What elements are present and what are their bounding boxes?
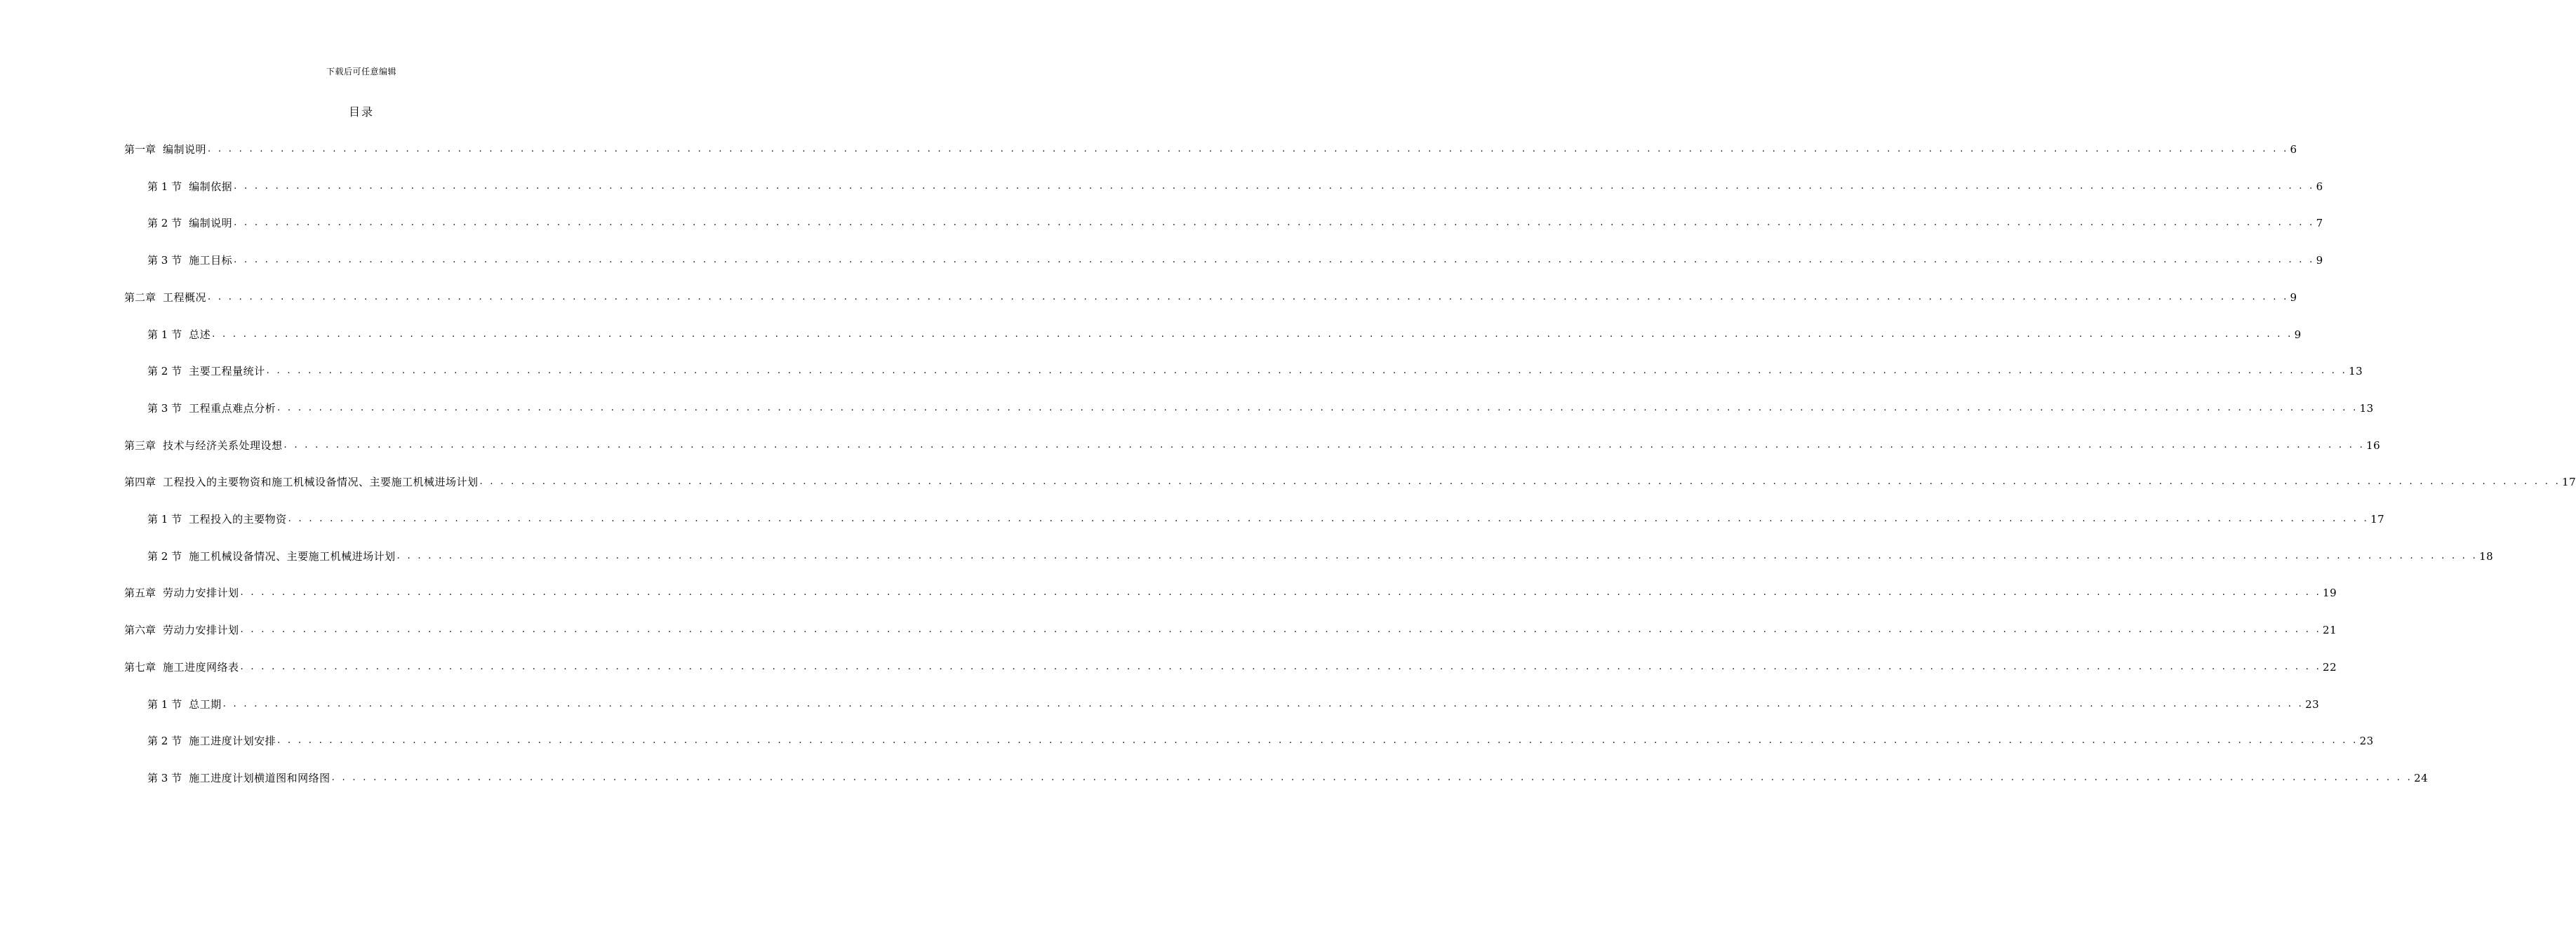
toc-entry-page-number: 16 [2366, 439, 2381, 452]
toc-entry-number: 第 1 节 [147, 513, 182, 526]
toc-dot-leader: . . . . . . . . . . . . . . . . . . . . . . . . . . . . . . . . . . . . . . . . . . . . . . . . . . . . . . . . . . . . . . . . . . . . . . . . . . . . . . . . . . . . . . . . . . . . . . . . . . . . . . . . . . . . . . . . . . . . . . . . . . . . . . . . . . . . . . . . . . . . . . . . . . . . . . . . . . . . . . . . . . . . . . . . . . . . . . . . . . . . . . . . . . . . . . . . . . . . . . . . [277, 402, 2358, 413]
toc-entry[interactable] [147, 178, 2323, 196]
toc-entry[interactable] [124, 584, 2337, 602]
toc-entry-number: 第 3 节 [147, 401, 182, 415]
toc-dot-leader: . . . . . . . . . . . . . . . . . . . . . . . . . . . . . . . . . . . . . . . . . . . . . . . . . . . . . . . . . . . . . . . . . . . . . . . . . . . . . . . . . . . . . . . . . . . . . . . . . . . . . . . . . . . . . . . . . . . . . . . . . . . . . . . . . . . . . . . . . . . . . . . . . . . . . . . . . . . . . . . . . . . . . . . . . . . . . . . . . . . . . . . . . . . . . . . . . . . . . . . . [234, 180, 2315, 192]
toc-entry-label [147, 769, 331, 787]
toc-entry-number: 第 3 节 [147, 254, 182, 267]
toc-entry-label [147, 695, 222, 714]
toc-dot-leader: . . . . . . . . . . . . . . . . . . . . . . . . . . . . . . . . . . . . . . . . . . . . . . . . . . . . . . . . . . . . . . . . . . . . . . . . . . . . . . . . . . . . . . . . . . . . . . . . . . . . . . . . . . . . . . . . . . . . . . . . . . . . . . . . . . . . . . . . . . . . . . . . . . . . . . . . . . . . . . . . . . . . . . . . . . . . . . . . . . . . . . . . . . . . . . . . . . . . . . . . [234, 218, 2315, 229]
toc-entry-title: 工程投入的主要物资和施工机械设备情况、主要施工机械进场计划 [163, 476, 479, 489]
toc-entry-title: 施工进度计划安排 [189, 735, 276, 748]
toc-dot-leader: . . . . . . . . . . . . . . . . . . . . . . . . . . . . . . . . . . . . . . . . . . . . . . . . . . . . . . . . . . . . . . . . . . . . . . . . . . . . . . . . . . . . . . . . . . . . . . . . . . . . . . . . . . . . . . . . . . . . . . . . . . . . . . . . . . . . . . . . . . . . . . . . . . . . . . . . . . . . . . . . . . . . . . . . . . . . . . . . . . . . . . . . . . . . . . . . . . . . . . . . [240, 587, 2322, 598]
toc-entry-page-number: 13 [2359, 401, 2374, 415]
toc-entry-number: 第四章 [124, 476, 156, 489]
toc-entry-label [124, 288, 206, 307]
toc-entry-number: 第 1 节 [147, 697, 182, 711]
toc-title: 目录 [348, 105, 374, 119]
toc-entry[interactable] [147, 362, 2363, 380]
toc-entry-number: 第 3 节 [147, 771, 182, 784]
toc-entry-number: 第七章 [124, 660, 156, 674]
toc-entry-number: 第 2 节 [147, 735, 182, 748]
toc-entry-page-number: 9 [2316, 254, 2323, 267]
toc-entry[interactable] [147, 695, 2320, 714]
toc-dot-leader: . . . . . . . . . . . . . . . . . . . . . . . . . . . . . . . . . . . . . . . . . . . . . . . . . . . . . . . . . . . . . . . . . . . . . . . . . . . . . . . . . . . . . . . . . . . . . . . . . . . . . . . . . . . . . . . . . . . . . . . . . . . . . . . . . . . . . . . . . . . . . . . . . . . . . . . . . . . . . . . . . . . . . . . . . . . . . . . . . . . . . . . . . . . . . . . . . . . . . . . . [240, 624, 2322, 636]
toc-dot-leader: . . . . . . . . . . . . . . . . . . . . . . . . . . . . . . . . . . . . . . . . . . . . . . . . . . . . . . . . . . . . . . . . . . . . . . . . . . . . . . . . . . . . . . . . . . . . . . . . . . . . . . . . . . . . . . . . . . . . . . . . . . . . . . . . . . . . . . . . . . . . . . . . . . . . . . . . . . . . . . . . . . . . . . . . . . . . . . . . . . . . . . . . . . . . . . . . . . . . . . . . [288, 514, 2370, 524]
toc-entry-title: 总述 [189, 328, 211, 341]
toc-entry-title: 工程投入的主要物资 [189, 513, 287, 526]
toc-entry-label [147, 251, 232, 269]
toc-entry-page-number: 13 [2349, 365, 2363, 378]
toc-entry-label [147, 362, 265, 380]
toc-entry-label [124, 140, 206, 159]
toc-entry-label [147, 214, 232, 232]
toc-entry-page-number: 22 [2323, 660, 2337, 674]
header-note: 下载后可任意编辑 [326, 67, 396, 76]
toc-entry-number: 第 1 节 [147, 328, 182, 341]
toc-entry-page-number: 9 [2294, 328, 2302, 341]
toc-entry-page-number: 21 [2323, 624, 2337, 637]
toc-entry-title: 编制依据 [189, 180, 233, 193]
toc-entry[interactable] [147, 399, 2374, 417]
toc-entry-number: 第 2 节 [147, 549, 182, 563]
toc-entry-title: 施工目标 [189, 254, 233, 267]
toc-entry-label [124, 473, 479, 491]
toc-entry-page-number: 23 [2359, 735, 2374, 748]
toc-dot-leader: . . . . . . . . . . . . . . . . . . . . . . . . . . . . . . . . . . . . . . . . . . . . . . . . . . . . . . . . . . . . . . . . . . . . . . . . . . . . . . . . . . . . . . . . . . . . . . . . . . . . . . . . . . . . . . . . . . . . . . . . . . . . . . . . . . . . . . . . . . . . . . . . . . . . . . . . . . . . . . . . . . . . . . . . . . . . . . . . . . . . . . . . . . . . . . . . . . . . . . . . [277, 735, 2358, 747]
toc-entry-number: 第一章 [124, 143, 156, 156]
toc-entry[interactable] [147, 510, 2385, 528]
toc-dot-leader: . . . . . . . . . . . . . . . . . . . . . . . . . . . . . . . . . . . . . . . . . . . . . . . . . . . . . . . . . . . . . . . . . . . . . . . . . . . . . . . . . . . . . . . . . . . . . . . . . . . . . . . . . . . . . . . . . . . . . . . . . . . . . . . . . . . . . . . . . . . . . . . . . . . . . . . . . . . . . . . . . . . . . . . . . . . . . . . . . . . . . . . . . . . . . . . . . . . . . . . . [208, 144, 2289, 154]
toc-entry-page-number: 9 [2290, 290, 2297, 304]
toc-entry[interactable] [124, 658, 2337, 676]
toc-entry-label [124, 621, 239, 639]
toc-dot-leader: . . . . . . . . . . . . . . . . . . . . . . . . . . . . . . . . . . . . . . . . . . . . . . . . . . . . . . . . . . . . . . . . . . . . . . . . . . . . . . . . . . . . . . . . . . . . . . . . . . . . . . . . . . . . . . . . . . . . . . . . . . . . . . . . . . . . . . . . . . . . . . . . . . . . . . . . . . . . . . . . . . . . . . . . . . . . . . . . . . . . . . . . . . . . . . . . . . . . . . . . [266, 366, 2348, 377]
toc-entry-title: 工程重点难点分析 [189, 401, 276, 415]
toc-entry-title: 主要工程量统计 [189, 365, 265, 378]
toc-entry[interactable] [124, 140, 2297, 159]
toc-entry-page-number: 24 [2414, 771, 2429, 784]
toc-entry-page-number: 17 [2562, 476, 2576, 489]
toc-entry[interactable] [124, 621, 2337, 639]
toc-entry-title: 工程概况 [163, 290, 207, 304]
toc-entry-title: 施工机械设备情况、主要施工机械进场计划 [189, 549, 396, 563]
toc-entry-title: 编制说明 [189, 217, 233, 230]
toc-entry-page-number: 7 [2316, 217, 2323, 230]
toc-entry-label [147, 178, 232, 196]
toc-entry-title: 劳动力安排计划 [163, 624, 239, 637]
toc-dot-leader: . . . . . . . . . . . . . . . . . . . . . . . . . . . . . . . . . . . . . . . . . . . . . . . . . . . . . . . . . . . . . . . . . . . . . . . . . . . . . . . . . . . . . . . . . . . . . . . . . . . . . . . . . . . . . . . . . . . . . . . . . . . . . . . . . . . . . . . . . . . . . . . . . . . . . . . . . . . . . . . . . . . . . . . . . . . . . . . . . . . . . . . . . . . . . . . . . . . . . . . . [212, 328, 2293, 340]
toc-entry-label [147, 732, 276, 750]
toc-entry-number: 第六章 [124, 624, 156, 637]
toc-dot-leader: . . . . . . . . . . . . . . . . . . . . . . . . . . . . . . . . . . . . . . . . . . . . . . . . . . . . . . . . . . . . . . . . . . . . . . . . . . . . . . . . . . . . . . . . . . . . . . . . . . . . . . . . . . . . . . . . . . . . . . . . . . . . . . . . . . . . . . . . . . . . . . . . . . . . . . . . . . . . . . . . . . . . . . . . . . . . . . . . . . . . . . . . . . . . . . . . . . . . . . . . [283, 439, 2365, 450]
toc-entry-number: 第二章 [124, 290, 156, 304]
toc-entry[interactable] [147, 547, 2494, 566]
toc-entry-label [147, 510, 287, 528]
toc-entry-title: 施工进度计划横道图和网络图 [189, 771, 331, 784]
toc-dot-leader: . . . . . . . . . . . . . . . . . . . . . . . . . . . . . . . . . . . . . . . . . . . . . . . . . . . . . . . . . . . . . . . . . . . . . . . . . . . . . . . . . . . . . . . . . . . . . . . . . . . . . . . . . . . . . . . . . . . . . . . . . . . . . . . . . . . . . . . . . . . . . . . . . . . . . . . . . . . . . . . . . . . . . . . . . . . . . . . . . . . . . . . . . . . . . . . . . . . . . . . . [240, 661, 2322, 672]
toc-dot-leader: . . . . . . . . . . . . . . . . . . . . . . . . . . . . . . . . . . . . . . . . . . . . . . . . . . . . . . . . . . . . . . . . . . . . . . . . . . . . . . . . . . . . . . . . . . . . . . . . . . . . . . . . . . . . . . . . . . . . . . . . . . . . . . . . . . . . . . . . . . . . . . . . . . . . . . . . . . . . . . . . . . . . . . . . . . . . . . . . . . . . . . . . . . . . . . . . . . . . . . . . [222, 698, 2304, 709]
toc-entry-label [124, 584, 239, 602]
toc-entry-label [147, 399, 276, 417]
toc-entry-page-number: 19 [2323, 587, 2337, 600]
toc-entry-page-number: 6 [2290, 143, 2297, 156]
toc-entry[interactable] [147, 732, 2374, 750]
toc-entry-number: 第 2 节 [147, 217, 182, 230]
toc-entry[interactable] [124, 473, 2576, 491]
toc-entry[interactable] [124, 288, 2297, 307]
toc-entry-number: 第 2 节 [147, 365, 182, 378]
toc-dot-leader: . . . . . . . . . . . . . . . . . . . . . . . . . . . . . . . . . . . . . . . . . . . . . . . . . . . . . . . . . . . . . . . . . . . . . . . . . . . . . . . . . . . . . . . . . . . . . . . . . . . . . . . . . . . . . . . . . . . . . . . . . . . . . . . . . . . . . . . . . . . . . . . . . . . . . . . . . . . . . . . . . . . . . . . . . . . . . . . . . . . . . . . . . . . . . . . . . . . . . . . . [234, 255, 2315, 266]
toc-entry-label [147, 326, 211, 344]
toc-entry-label [124, 436, 283, 455]
toc-entry-number: 第三章 [124, 439, 156, 452]
toc-entry[interactable] [124, 436, 2381, 455]
toc-entry-page-number: 6 [2316, 180, 2323, 193]
toc-dot-leader: . . . . . . . . . . . . . . . . . . . . . . . . . . . . . . . . . . . . . . . . . . . . . . . . . . . . . . . . . . . . . . . . . . . . . . . . . . . . . . . . . . . . . . . . . . . . . . . . . . . . . . . . . . . . . . . . . . . . . . . . . . . . . . . . . . . . . . . . . . . . . . . . . . . . . . . . . . . . . . . . . . . . . . . . . . . . . . . . . . . . . . . . . . . . . . . . . . . . . . . . [331, 772, 2413, 783]
toc-entry[interactable] [147, 769, 2429, 787]
toc-entry[interactable] [147, 251, 2323, 269]
toc-entry-title: 劳动力安排计划 [163, 587, 239, 600]
toc-entry[interactable] [147, 214, 2323, 232]
toc-entry-title: 技术与经济关系处理设想 [163, 439, 283, 452]
toc-entry-page-number: 17 [2370, 513, 2385, 526]
toc-dot-leader: . . . . . . . . . . . . . . . . . . . . . . . . . . . . . . . . . . . . . . . . . . . . . . . . . . . . . . . . . . . . . . . . . . . . . . . . . . . . . . . . . . . . . . . . . . . . . . . . . . . . . . . . . . . . . . . . . . . . . . . . . . . . . . . . . . . . . . . . . . . . . . . . . . . . . . . . . . . . . . . . . . . . . . . . . . . . . . . . . . . . . . . . . . . . . . . . . . . . . . . . [208, 291, 2289, 302]
toc-entry-title: 施工进度网络表 [163, 660, 239, 674]
toc-entry-title: 编制说明 [163, 143, 207, 156]
toc-entry-label [124, 658, 239, 676]
toc-dot-leader: . . . . . . . . . . . . . . . . . . . . . . . . . . . . . . . . . . . . . . . . . . . . . . . . . . . . . . . . . . . . . . . . . . . . . . . . . . . . . . . . . . . . . . . . . . . . . . . . . . . . . . . . . . . . . . . . . . . . . . . . . . . . . . . . . . . . . . . . . . . . . . . . . . . . . . . . . . . . . . . . . . . . . . . . . . . . . . . . . . . . . . . . . . . . . . . . . . . . . . . . [396, 550, 2478, 561]
toc-entry-label [147, 547, 396, 566]
toc-entry-number: 第 1 节 [147, 180, 182, 193]
toc-entry-page-number: 18 [2479, 549, 2494, 563]
toc-dot-leader: . . . . . . . . . . . . . . . . . . . . . . . . . . . . . . . . . . . . . . . . . . . . . . . . . . . . . . . . . . . . . . . . . . . . . . . . . . . . . . . . . . . . . . . . . . . . . . . . . . . . . . . . . . . . . . . . . . . . . . . . . . . . . . . . . . . . . . . . . . . . . . . . . . . . . . . . . . . . . . . . . . . . . . . . . . . . . . . . . . . . . . . . . . . . . . . . . . . . . . . . [479, 476, 2561, 488]
toc-entry-number: 第五章 [124, 587, 156, 600]
toc-entry-title: 总工期 [189, 697, 222, 711]
toc-entry-page-number: 23 [2305, 697, 2320, 711]
toc-entry[interactable] [147, 326, 2302, 344]
